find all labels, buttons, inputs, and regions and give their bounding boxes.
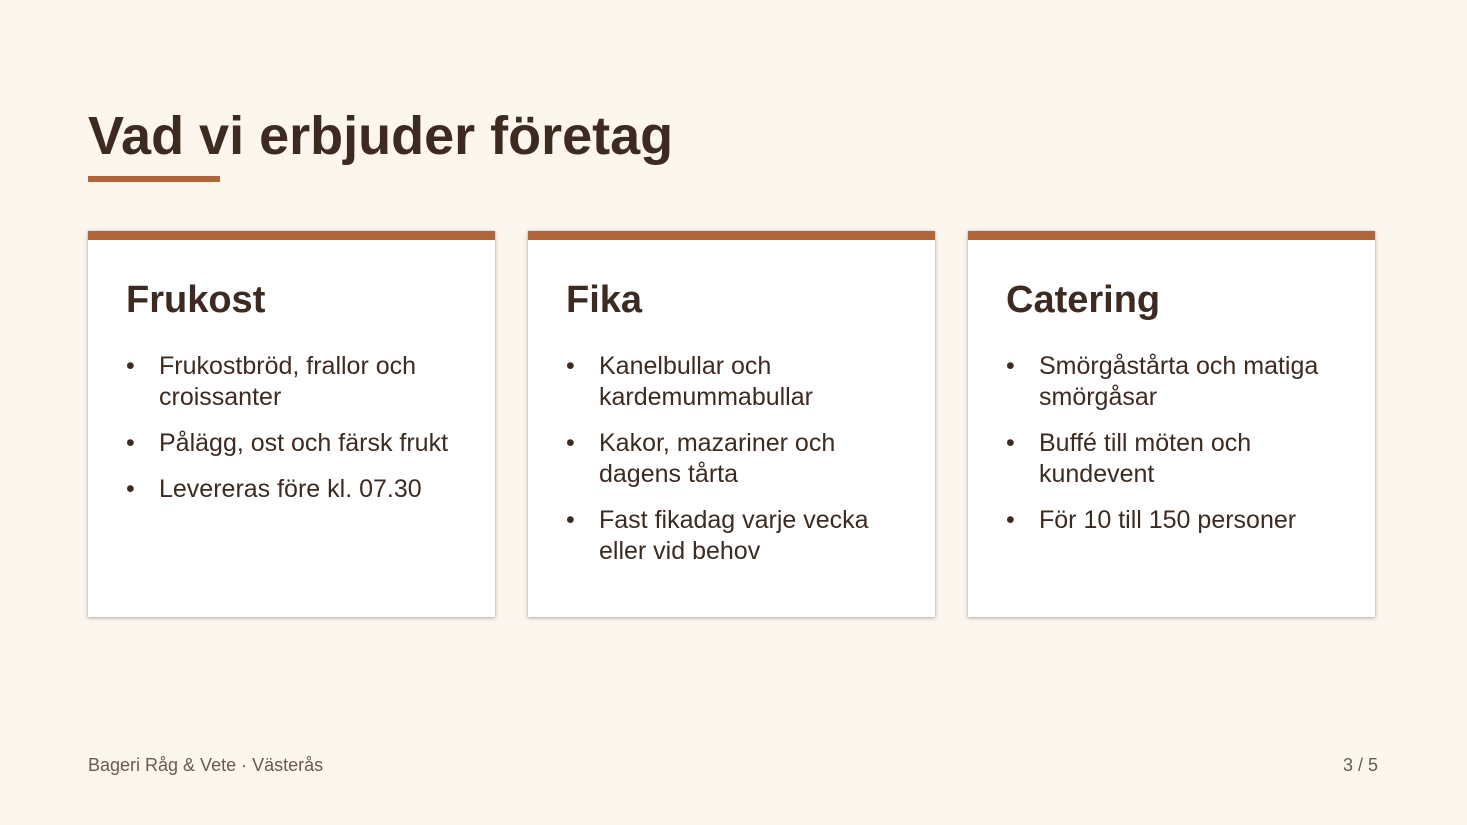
footer-company: Bageri Råg & Vete · Västerås — [88, 755, 324, 775]
list-item — [566, 351, 906, 413]
title-underline — [88, 176, 220, 182]
slide-title: Vad vi erbjuder företag — [88, 106, 674, 166]
list-item — [126, 474, 466, 505]
list-item — [566, 505, 906, 567]
list-item-text: Frukostbröd, frallor och croissanter — [159, 352, 417, 411]
offer-cards — [88, 231, 1377, 617]
card-catering — [968, 231, 1375, 617]
list-item — [126, 428, 466, 459]
card-heading: Frukost — [126, 279, 266, 321]
bullet-icon: • — [566, 429, 575, 457]
list-item — [126, 351, 466, 413]
bullet-icon: • — [1006, 429, 1015, 457]
bullet-icon: • — [566, 506, 575, 534]
bullet-icon: • — [126, 475, 135, 503]
bullet-icon: • — [126, 429, 135, 457]
card-heading: Catering — [1006, 279, 1161, 321]
list-item — [1006, 428, 1346, 490]
card-heading: Fika — [566, 279, 643, 321]
list-item-text: Kakor, mazariner och dagens tårta — [599, 429, 836, 488]
list-item-text: Buffé till möten och kundevent — [1039, 429, 1252, 488]
list-item-text: Levereras före kl. 07.30 — [159, 475, 422, 503]
list-item-text: Kanelbullar och kardemummabullar — [599, 352, 813, 411]
list-item — [1006, 351, 1346, 413]
bullet-icon: • — [1006, 352, 1015, 380]
list-item-text: Fast fikadag varje vecka eller vid behov — [599, 506, 869, 565]
list-item — [1006, 505, 1346, 536]
card-list — [1006, 351, 1346, 551]
bullet-icon: • — [1006, 506, 1015, 534]
list-item-text: Smörgåstårta och matiga smörgåsar — [1039, 352, 1319, 411]
bullet-icon: • — [126, 352, 135, 380]
card-list — [126, 351, 466, 520]
list-item-text: Pålägg, ost och färsk frukt — [159, 429, 449, 457]
page-number: 3 / 5 — [1342, 755, 1378, 775]
list-item — [566, 428, 906, 490]
list-item-text: För 10 till 150 personer — [1039, 506, 1297, 534]
bullet-icon: • — [566, 352, 575, 380]
card-list — [566, 351, 906, 582]
card-fika — [528, 231, 935, 617]
card-frukost — [88, 231, 495, 617]
